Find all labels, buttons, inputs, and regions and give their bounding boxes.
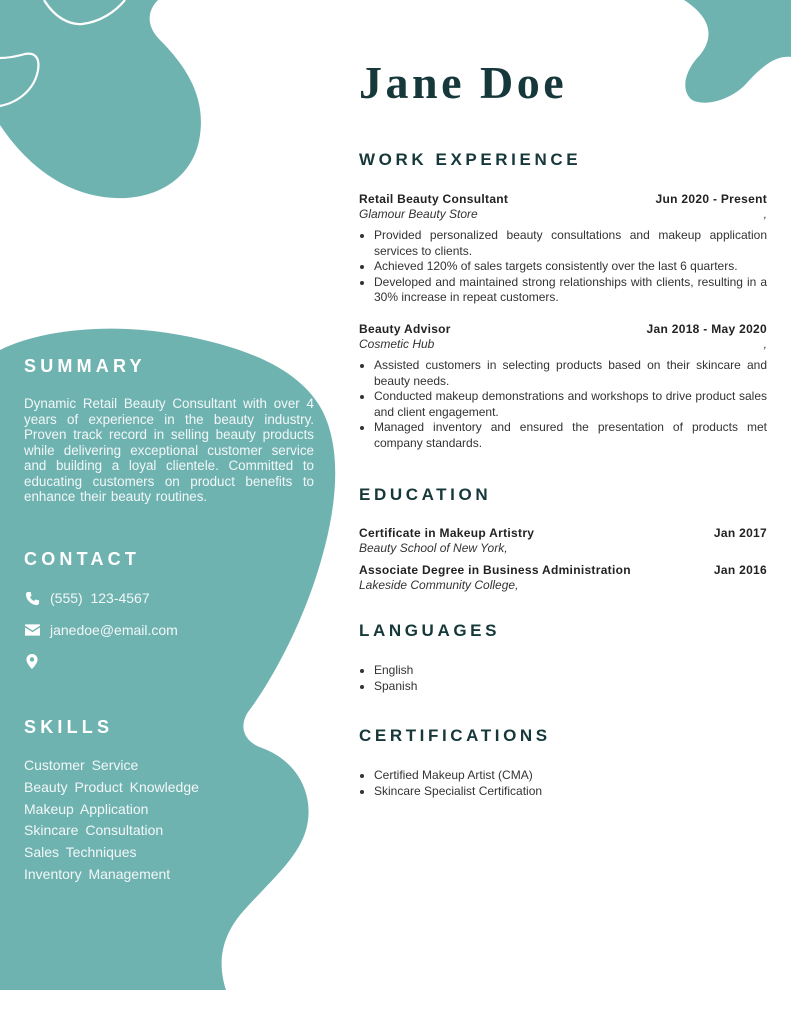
school-name: Lakeside Community College, — [359, 578, 519, 592]
degree-date: Jan 2017 — [713, 526, 767, 540]
job-bullet: • Developed and maintained strong relationships with clients, resulting in a 30% increase in repeat customers. — [374, 275, 767, 306]
languages-list — [359, 662, 417, 694]
degree-date: Jan 2016 — [713, 563, 767, 577]
language-item: • English — [374, 662, 417, 678]
education-heading: EDUCATION — [359, 485, 492, 504]
skills-heading: SKILLS — [24, 717, 114, 737]
work-experience-heading: WORK EXPERIENCE — [359, 150, 582, 169]
job-entry — [359, 192, 767, 306]
degree-title: Associate Degree in Business Administration — [359, 563, 631, 577]
job-bullets — [359, 228, 767, 306]
skill-item: Makeup Application — [24, 800, 149, 817]
email-address[interactable]: janedoe@email.com — [50, 622, 178, 638]
summary-heading: SUMMARY — [24, 356, 146, 376]
language-item: • Spanish — [374, 678, 417, 694]
job-bullet: • Managed inventory and ensured the presentation of products met company standards. — [374, 420, 767, 451]
skill-item: Skincare Consultation — [24, 822, 164, 839]
job-dates: Jan 2018 - May 2020 — [646, 322, 767, 336]
phone-icon — [24, 590, 40, 606]
education-entry — [359, 526, 767, 556]
job-location: , — [763, 337, 767, 351]
certification-item: • Certified Makeup Artist (CMA) — [374, 767, 542, 783]
job-dates: Jun 2020 - Present — [655, 192, 767, 206]
languages-heading: LANGUAGES — [359, 621, 501, 640]
certification-item: • Skincare Specialist Certification — [374, 783, 542, 799]
skill-item: Inventory Management — [24, 865, 171, 882]
school-name: Beauty School of New York, — [359, 541, 508, 555]
education-entry — [359, 563, 767, 593]
skill-item: Customer Service — [24, 757, 139, 773]
skills-list — [24, 756, 199, 887]
job-company: Cosmetic Hub — [359, 337, 435, 351]
job-location: , — [763, 207, 767, 221]
job-bullets — [359, 358, 767, 451]
map-pin-icon — [24, 653, 40, 669]
job-bullet: • Assisted customers in selecting products based on their skincare and beauty needs. — [374, 358, 767, 389]
envelope-icon — [24, 622, 40, 638]
certifications-list — [359, 767, 542, 799]
contact-heading: CONTACT — [24, 549, 141, 569]
summary-text: Dynamic Retail Beauty Consultant with over 4 years of experience in the beauty industry. Proven track record in selling beauty products while delivering exceptional customer service and building a loyal clientele. Committed to educating customers on product benefits to enhance their beauty routines. — [24, 396, 314, 504]
contact-phone — [24, 590, 150, 606]
job-title: Retail Beauty Consultant — [359, 192, 509, 206]
job-title: Beauty Advisor — [359, 322, 451, 336]
job-entry — [359, 322, 767, 451]
phone-number[interactable]: (555) 123-4567 — [50, 590, 150, 606]
job-bullet: • Achieved 120% of sales targets consistently over the last 6 quarters. — [374, 259, 767, 275]
job-bullet: • Provided personalized beauty consultations and makeup application services to clients. — [374, 228, 767, 259]
contact-location — [24, 653, 50, 669]
job-bullet: • Conducted makeup demonstrations and workshops to drive product sales and client engagement. — [374, 389, 767, 420]
job-company: Glamour Beauty Store — [359, 207, 478, 221]
skill-item: Sales Techniques — [24, 844, 137, 861]
degree-title: Certificate in Makeup Artistry — [359, 526, 535, 540]
certifications-heading: CERTIFICATIONS — [359, 726, 551, 745]
skill-item: Beauty Product Knowledge — [24, 778, 199, 795]
contact-email — [24, 622, 178, 638]
candidate-name: Jane Doe — [359, 57, 568, 108]
